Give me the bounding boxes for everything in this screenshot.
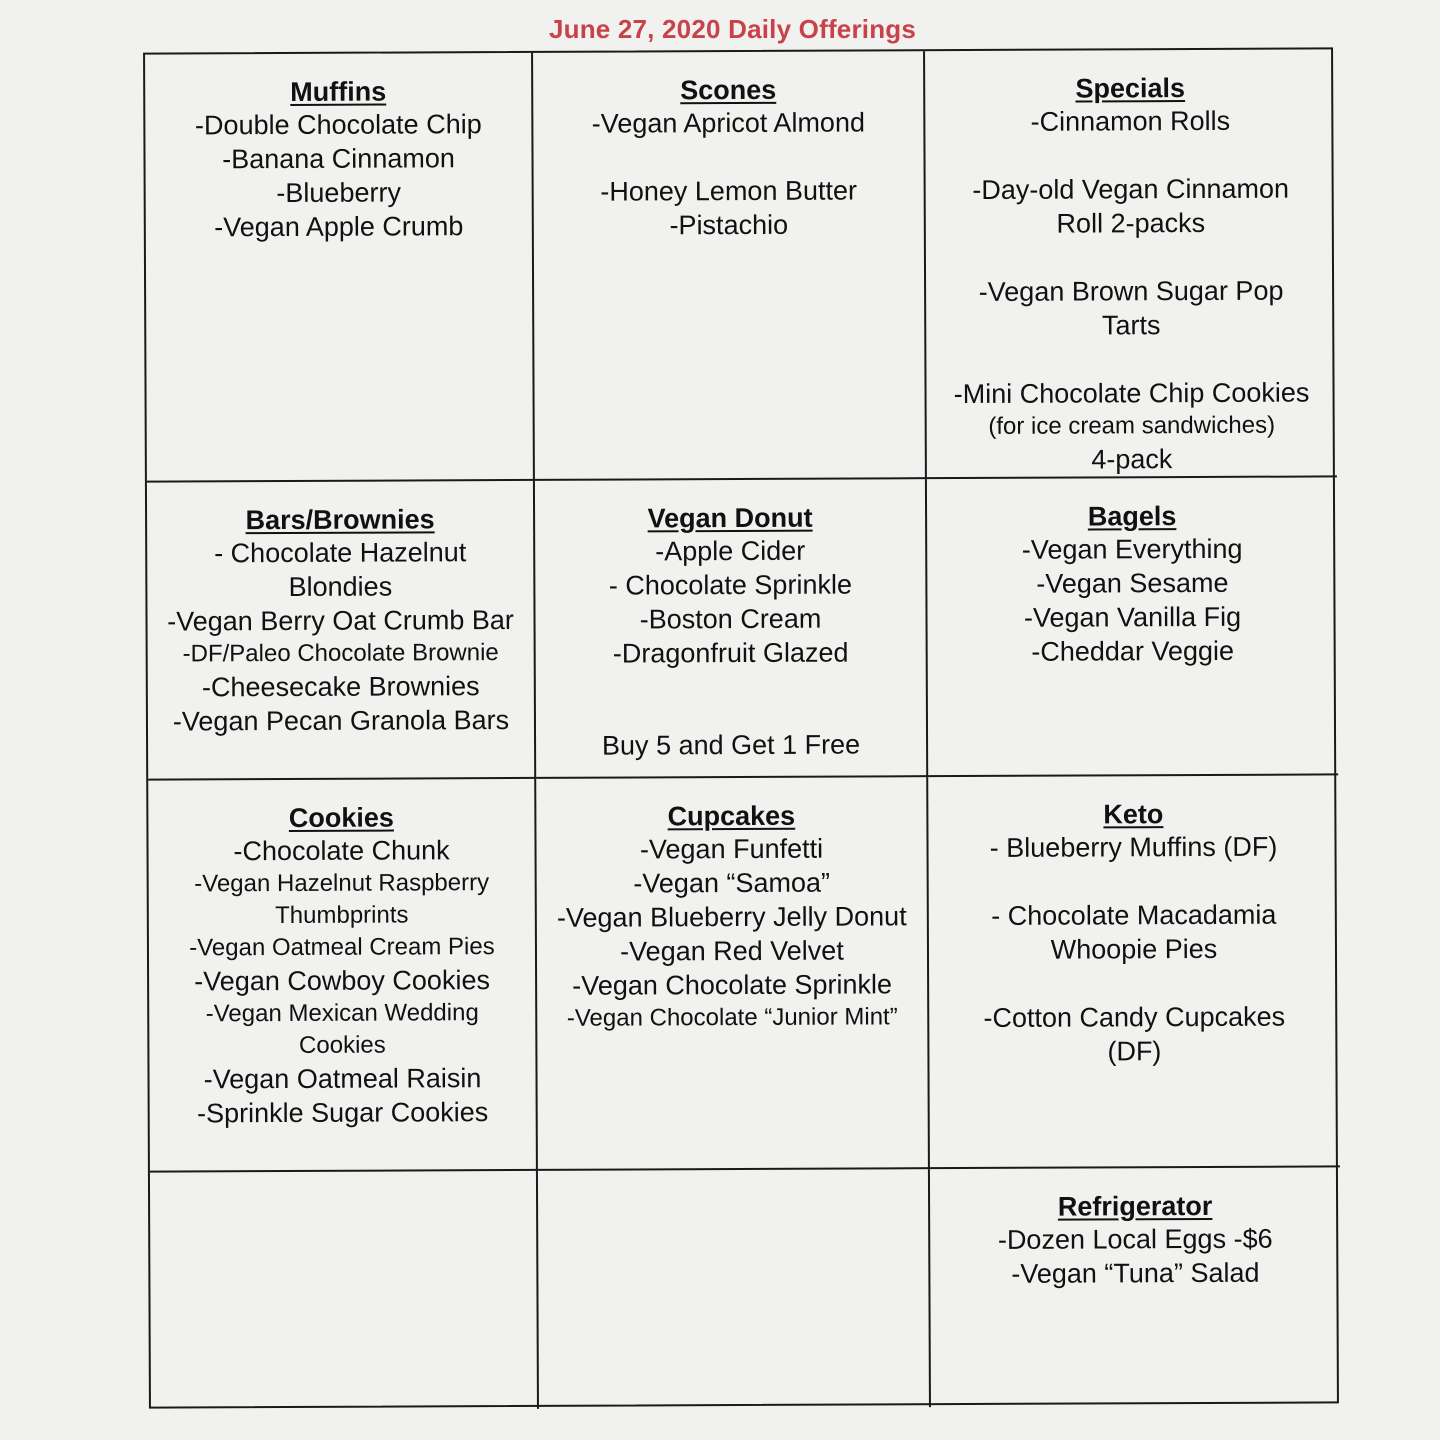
list-item: -DF/Paleo Chocolate Brownie (182, 639, 499, 668)
list-item: Roll 2-packs (1056, 207, 1206, 239)
empty-cell (538, 1169, 931, 1409)
list-item: -Vegan “Samoa” (633, 867, 831, 899)
list-item: -Vegan Cowboy Cookies (194, 965, 490, 997)
donut-promo: Buy 5 and Get 1 Free (601, 729, 861, 761)
cookies-cell (148, 779, 538, 1173)
list-item: -Cinnamon Rolls (1030, 105, 1231, 137)
list-item: -Honey Lemon Butter (600, 175, 858, 207)
page-title: June 27, 2020 Daily Offerings (548, 14, 917, 44)
list-item: -Vegan Apricot Almond (591, 107, 866, 139)
bagels-heading: Bagels (1087, 501, 1177, 532)
list-item: -Vegan Vanilla Fig (1023, 601, 1242, 633)
keto-heading: Keto (1103, 799, 1164, 830)
list-item: -Vegan Pecan Granola Bars (172, 705, 510, 737)
list-item: -Vegan Mexican Wedding (205, 999, 479, 1028)
list-item: Cookies (298, 1031, 386, 1059)
list-item: -Vegan Berry Oat Crumb Bar (167, 604, 514, 637)
list-item: - Chocolate Sprinkle (608, 569, 853, 601)
list-item: -Banana Cinnamon (222, 143, 455, 175)
scones-heading: Scones (680, 74, 777, 106)
cookies-heading: Cookies (288, 802, 394, 833)
keto-cell (928, 775, 1340, 1169)
muffins-heading: Muffins (290, 76, 387, 107)
list-item: -Blueberry (276, 177, 401, 209)
list-item: 4-pack (1091, 444, 1173, 475)
list-item: -Vegan Blueberry Jelly Donut (556, 901, 907, 933)
list-item: -Vegan Brown Sugar Pop (978, 275, 1284, 307)
list-item: -Cheddar Veggie (1031, 635, 1235, 667)
refrigerator-heading: Refrigerator (1057, 1190, 1213, 1222)
cupcakes-heading: Cupcakes (667, 800, 796, 832)
list-item: -Mini Chocolate Chip Cookies (953, 377, 1310, 410)
offerings-table (143, 47, 1339, 1408)
specials-cell (925, 49, 1337, 479)
list-item: (DF) (1107, 1036, 1162, 1067)
list-item: -Chocolate Chunk (233, 835, 450, 867)
list-item: -Vegan Everything (1021, 533, 1243, 565)
list-item: -Sprinkle Sugar Cookies (197, 1097, 489, 1129)
vegan-donut-cell (535, 479, 928, 779)
list-item: -Vegan Red Velvet (620, 935, 844, 967)
list-item: - Chocolate Macadamia (991, 899, 1277, 931)
list-item: -Pistachio (669, 209, 789, 241)
list-item: Whoopie Pies (1050, 933, 1218, 965)
bars-heading: Bars/Brownies (245, 504, 435, 536)
list-item: -Vegan Chocolate “Junior Mint” (566, 1003, 898, 1032)
list-item: Thumbprints (275, 901, 409, 930)
list-item: -Dozen Local Eggs -$6 (997, 1223, 1273, 1255)
list-item: -Boston Cream (639, 603, 822, 635)
list-item: - Chocolate Hazelnut (214, 537, 467, 569)
specials-heading: Specials (1075, 73, 1186, 104)
list-item: -Dragonfruit Glazed (612, 637, 849, 669)
list-item: Tarts (1101, 310, 1161, 341)
list-item: -Cheesecake Brownies (201, 671, 480, 703)
list-item: -Vegan Chocolate Sprinkle (572, 969, 893, 1001)
list-item: -Vegan Oatmeal Cream Pies (189, 933, 495, 962)
list-item: -Vegan Apple Crumb (214, 211, 464, 243)
list-item: -Day-old Vegan Cinnamon (972, 173, 1290, 205)
bagels-cell (927, 477, 1338, 777)
list-item: -Vegan Oatmeal Raisin (203, 1063, 482, 1095)
list-item: -Cotton Candy Cupcakes (983, 1001, 1286, 1033)
list-item: - Blueberry Muffins (DF) (989, 831, 1278, 863)
list-item: -Apple Cider (655, 535, 806, 567)
refrigerator-cell (930, 1167, 1341, 1407)
vegan-donut-heading: Vegan Donut (647, 502, 813, 534)
list-item: (for ice cream sandwiches) (988, 411, 1276, 440)
list-item: -Vegan “Tuna” Salad (1011, 1257, 1260, 1289)
list-item: -Vegan Funfetti (639, 833, 824, 865)
bars-cell (147, 481, 536, 781)
list-item: -Vegan Sesame (1036, 567, 1229, 599)
list-item: -Vegan Hazelnut Raspberry (194, 869, 490, 898)
muffins-cell (145, 53, 535, 483)
cupcakes-cell (536, 777, 930, 1171)
list-item: -Double Chocolate Chip (194, 109, 482, 141)
empty-cell (150, 1171, 539, 1411)
list-item: Blondies (288, 571, 393, 602)
scones-cell (533, 51, 927, 481)
